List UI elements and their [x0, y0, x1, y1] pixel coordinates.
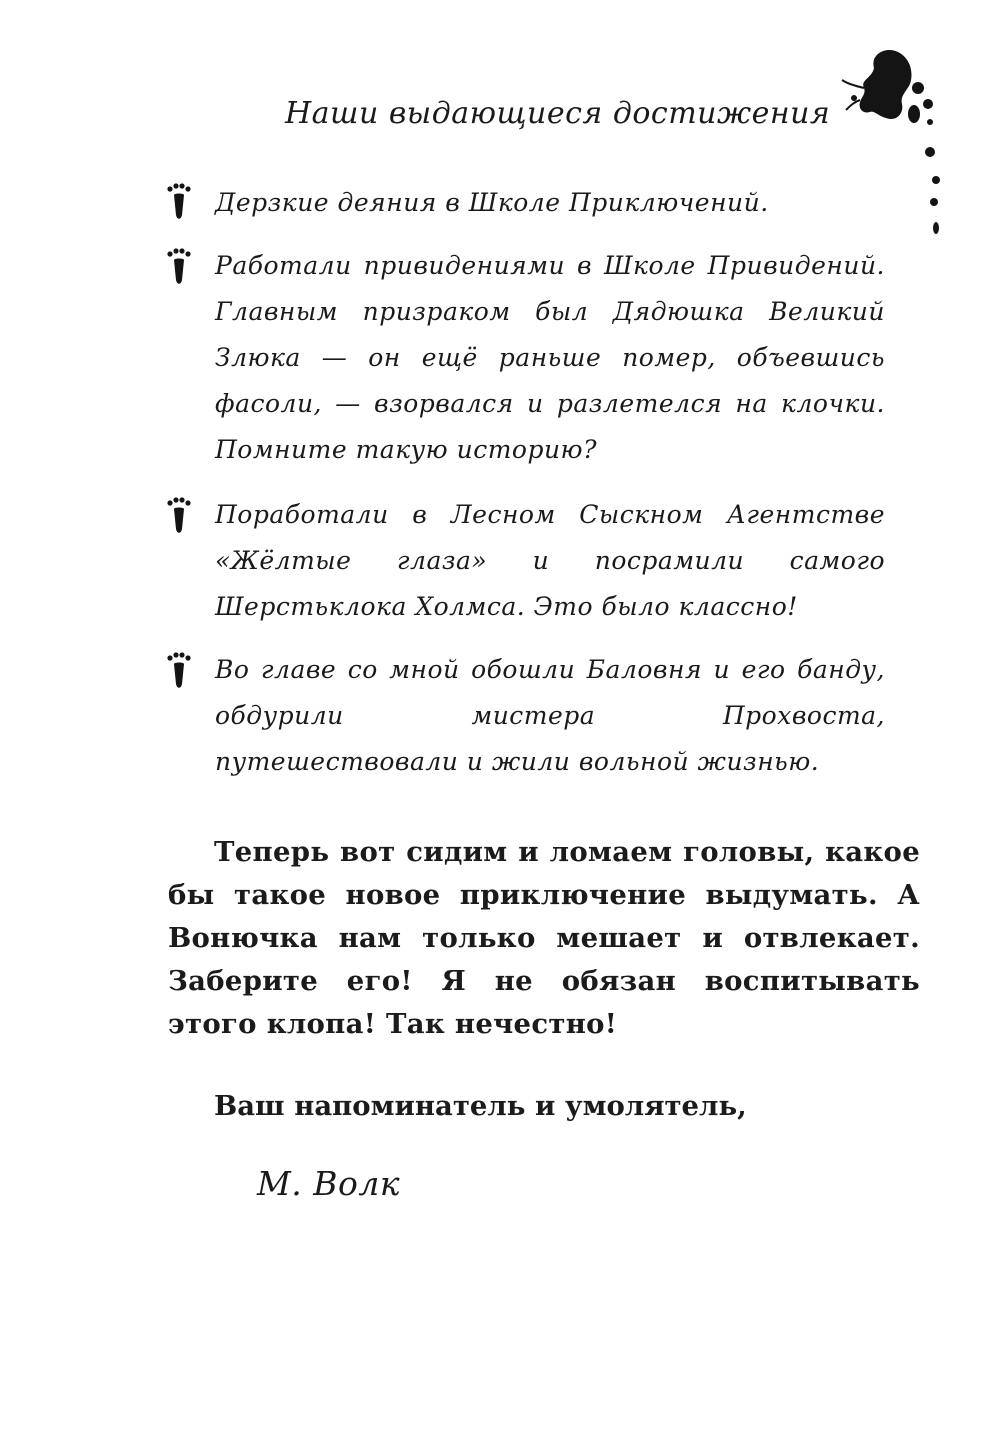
- signature: М. Волк: [257, 1164, 401, 1203]
- achievement-text: Дерзкие деяния в Школе Приключений.: [215, 188, 769, 217]
- paw-print-icon: [165, 247, 193, 287]
- achievement-text: Поработали в Лесном Сыскном Агентстве «Жёлтые глаза» и посрамили самого Шерстьклока Холмса. Это было классно!: [215, 500, 885, 621]
- achievements-heading: Наши выдающиеся достижения: [285, 96, 831, 131]
- paw-print-icon: [165, 182, 193, 222]
- paw-print-icon: [165, 651, 193, 691]
- letter-paragraph: Теперь вот сидим и ломаем головы, какое бы такое новое приключение выдумать. А Вонючка нам только мешает и отвлекает. Заберите его! Я не обязан воспитывать этого клопа! Так нечестно!: [168, 836, 920, 1040]
- achievement-text: Во главе со мной обошли Баловня и его банду, обдурили мистера Прохвоста, путешествовали и жили вольной жизнью.: [215, 655, 885, 776]
- closing-line: Ваш напоминатель и умолятель,: [214, 1090, 747, 1122]
- paw-print-icon: [165, 496, 193, 536]
- achievement-text: Работали привидениями в Школе Привидений. Главным призраком был Дядюшка Великий Злюка — он ещё раньше помер, объевшись фасоли, — взорвался и разлетелся на клочки. Помните такую историю?: [215, 251, 885, 464]
